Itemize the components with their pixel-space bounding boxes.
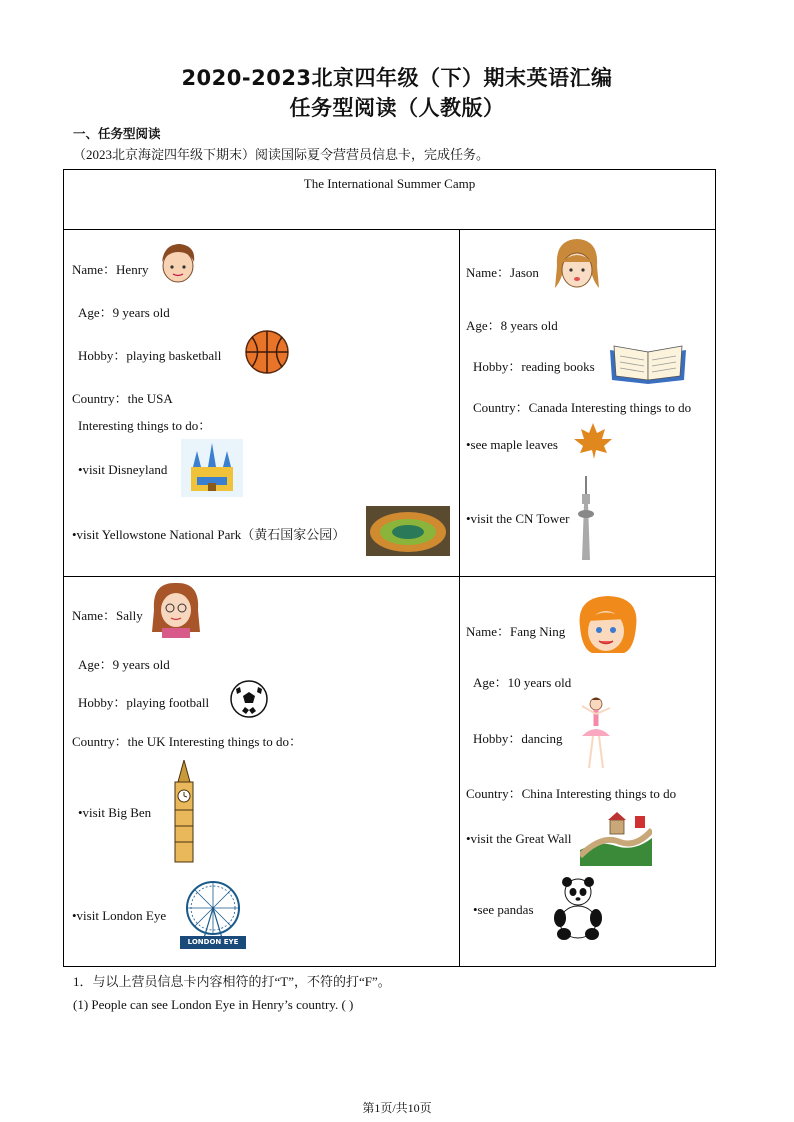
table-divider-header [64,229,715,230]
henry-interesting-label: Interesting things to do： [78,418,212,433]
sally-thing2: •visit London Eye [72,908,167,923]
table-divider-vertical [459,229,460,967]
maple-leaf-icon [572,422,614,460]
sally-hobby: Hobby：playing football [78,695,210,710]
boy-avatar-icon [156,240,200,286]
open-book-icon [606,340,690,386]
girl-avatar-icon [552,236,602,298]
football-icon [228,679,270,719]
henry-name: Name：Henry [72,262,149,277]
table-divider-middle [64,576,715,577]
henry-thing1: •visit Disneyland [78,462,168,477]
fangning-thing1: •visit the Great Wall [466,831,572,846]
disneyland-castle-icon [181,439,243,497]
london-eye-sign: LONDON EYE [180,936,246,949]
big-ben-icon [170,760,198,864]
henry-age: Age：9 years old [78,305,170,320]
document-title-line2: 任务型阅读（人教版） [289,96,505,120]
sally-age: Age：9 years old [78,657,170,672]
fangning-age: Age：10 years old [473,675,572,690]
page-footer: 第1页/共10页 [362,1101,432,1115]
henry-country: Country：the USA [72,391,173,406]
jason-thing1: •see maple leaves [466,437,558,452]
camp-title: The International Summer Camp [303,176,476,191]
london-eye-icon [178,878,248,940]
orange-hair-girl-avatar-icon [574,593,642,659]
jason-hobby: Hobby：reading books [473,359,595,374]
camp-info-table [63,169,716,967]
question-instruction: 1．与以上营员信息卡内容相符的打“T”，不符的打“F”。 [73,974,391,989]
sally-thing1: •visit Big Ben [78,805,152,820]
dancer-icon [578,696,614,770]
jason-thing2: •visit the CN Tower [466,511,570,526]
basketball-icon [243,329,291,375]
document-title-line1: 2020-2023北京四年级（下）期末英语汇编 [181,66,613,90]
yellowstone-hot-spring-icon [366,506,450,556]
jason-country: Country：Canada Interesting things to do [473,400,692,415]
sally-name: Name：Sally [72,608,143,623]
henry-thing2: •visit Yellowstone National Park（黄石国家公园） [72,527,346,542]
jason-name: Name：Jason [466,265,539,280]
question-1: (1) People can see London Eye in Henry’s country. ( ) [73,997,354,1012]
fangning-thing2: •see pandas [473,902,534,917]
london-eye-picture [178,878,248,950]
henry-hobby: Hobby：playing basketball [78,348,222,363]
fangning-name: Name：Fang Ning [466,624,566,639]
fangning-hobby: Hobby：dancing [473,731,563,746]
sally-country: Country：the UK Interesting things to do： [72,734,303,749]
fangning-country: Country：China Interesting things to do [466,786,677,801]
cn-tower-icon [575,476,597,560]
panda-icon [548,874,606,942]
intro-text: （2023北京海淀四年级下期末）阅读国际夏令营营员信息卡，完成任务。 [73,147,490,162]
girl-glasses-avatar-icon [150,580,202,638]
great-wall-icon [580,810,652,866]
jason-age: Age：8 years old [466,318,558,333]
section-heading: 一、任务型阅读 [73,126,161,141]
